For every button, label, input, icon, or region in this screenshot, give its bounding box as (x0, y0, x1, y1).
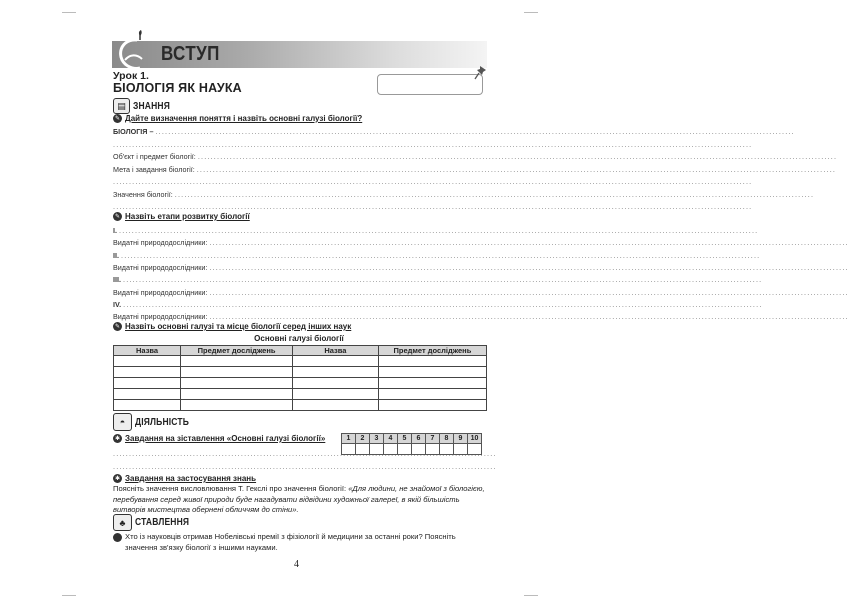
task-title: Завдання на застосування знань (125, 474, 257, 483)
table-cell[interactable] (181, 356, 293, 367)
table-cell[interactable] (114, 367, 181, 378)
pencil-icon: ✎ (114, 324, 121, 330)
answer-number: 1 (342, 434, 356, 444)
line-label: Значення біології: (113, 189, 173, 199)
table-row (114, 378, 487, 389)
answer-line[interactable] (113, 202, 753, 211)
answer-line[interactable] (113, 139, 753, 149)
apple-logo-icon (115, 30, 157, 72)
line-label: II. (113, 250, 119, 260)
table-cell[interactable] (114, 389, 181, 400)
dotted-fill: ........................................................................................................................................................................................................ (123, 275, 763, 285)
task-title: Завдання на зіставлення «Основні галузі біології» (125, 434, 326, 443)
answer-line[interactable] (113, 462, 497, 471)
gauge-icon: ◓ (113, 413, 132, 431)
table-cell[interactable] (378, 378, 486, 389)
task-application (113, 474, 256, 483)
dotted-fill: ........................................................................................................................ (113, 449, 497, 458)
dotted-fill: ........................................................................................................................................................................................................ (155, 127, 795, 136)
application-text (113, 484, 488, 516)
gear-icon: ✱ (114, 436, 121, 442)
column-header: Назва (114, 346, 181, 356)
crop-mark (62, 595, 76, 596)
answer-number: 10 (468, 434, 482, 444)
section-title: ЗНАННЯ (133, 100, 171, 112)
table-cell[interactable] (114, 378, 181, 389)
table-cell[interactable] (293, 367, 379, 378)
answer-number: 5 (398, 434, 412, 444)
branches-table (113, 345, 487, 411)
answer-number: 4 (384, 434, 398, 444)
dotted-fill: ........................................................................................................................................................................................................ (209, 287, 849, 297)
line-label: БІОЛОГІЯ – (113, 127, 154, 136)
table-cell[interactable] (114, 356, 181, 367)
dotted-fill: ........................................................................................................................ (113, 462, 497, 471)
table-cell[interactable] (293, 400, 379, 411)
page-number: 4 (294, 559, 299, 570)
table-cell[interactable] (181, 367, 293, 378)
pushpin-icon (474, 64, 488, 80)
line-label: Мета і завдання біології: (113, 164, 195, 174)
table-caption: Основні галузі біології (254, 334, 344, 343)
pencil-icon: ✎ (114, 214, 121, 220)
application-prompt: Поясніть значення висловлювання Т. Гекслі про значення біології: (113, 484, 349, 493)
lesson-label: Урок 1. (113, 70, 149, 82)
book-icon: ▤ (113, 98, 130, 114)
huxley-quote: «Для людини, не знайомої з біологією, перебування серед живої природи буде нагадувати відвідини художньої галереї, в якій більшість витворів мистецтва обернені обличчям до стіни». (113, 484, 485, 514)
table-cell[interactable] (293, 389, 379, 400)
line-label: Об'єкт і предмет біології: (113, 152, 196, 161)
table-row (114, 356, 487, 367)
answer-line[interactable] (113, 189, 815, 199)
answer-number: 7 (426, 434, 440, 444)
line-label: I. (113, 226, 117, 235)
answer-number: 6 (412, 434, 426, 444)
plant-icon: ♣ (113, 514, 132, 531)
crop-mark (524, 595, 538, 596)
table-cell[interactable] (114, 400, 181, 411)
task-definition (113, 114, 362, 123)
table-cell[interactable] (378, 389, 486, 400)
dotted-fill: ........................................................................................................................................................................................................ (197, 152, 838, 161)
dotted-fill: ........................................................................................................................................................................................................ (113, 139, 753, 149)
column-header: Предмет досліджень (181, 346, 293, 356)
answer-line[interactable] (113, 177, 753, 186)
line-label: Видатні природодослідники: (113, 238, 208, 248)
gear-icon: ✱ (114, 476, 121, 482)
table-cell[interactable] (378, 400, 486, 411)
dotted-fill: ........................................................................................................................................................................................................ (113, 177, 753, 186)
answer-line[interactable] (113, 127, 795, 136)
answer-line[interactable] (113, 312, 849, 322)
dotted-fill: ........................................................................................................................................................................................................ (209, 238, 849, 248)
section-attitude (113, 514, 199, 531)
section-activity (113, 413, 199, 431)
table-cell[interactable] (181, 389, 293, 400)
dotted-fill: ........................................................................................................................................................................................................ (119, 226, 759, 235)
answer-line[interactable] (113, 275, 763, 285)
table-cell[interactable] (378, 356, 486, 367)
task-branches (113, 322, 351, 331)
dotted-fill: ........................................................................................................................................................................................................ (113, 202, 753, 211)
answer-line[interactable] (113, 287, 849, 297)
dotted-fill: ........................................................................................................................................................................................................ (209, 262, 849, 272)
pencil-icon: ✎ (114, 116, 121, 122)
answer-line[interactable] (113, 299, 763, 309)
dotted-fill: ........................................................................................................................................................................................................ (196, 164, 837, 174)
answer-line[interactable] (113, 152, 838, 161)
column-header: Назва (293, 346, 379, 356)
answer-number: 8 (440, 434, 454, 444)
table-cell[interactable] (293, 378, 379, 389)
lesson-title: БІОЛОГІЯ ЯК НАУКА (113, 81, 242, 95)
crop-mark (524, 12, 538, 13)
line-label: Видатні природодослідники: (113, 287, 208, 297)
task-matching (113, 434, 325, 443)
answer-number: 3 (370, 434, 384, 444)
task-stages (113, 212, 250, 221)
table-cell[interactable] (293, 356, 379, 367)
task-title: Дайте визначення поняття і назвіть основні галузі біології? (125, 114, 363, 123)
section-title: СТАВЛЕННЯ (135, 517, 190, 528)
answer-line[interactable] (113, 238, 849, 248)
line-label: Видатні природодослідники: (113, 262, 208, 272)
chapter-title: ВСТУП (161, 43, 220, 65)
table-row (114, 400, 487, 411)
grade-box[interactable] (377, 74, 483, 95)
task-title: Назвіть етапи розвитку біології (125, 212, 250, 221)
table-cell[interactable] (378, 367, 486, 378)
answer-line[interactable] (113, 164, 837, 174)
answer-number: 2 (356, 434, 370, 444)
section-knowledge (113, 98, 177, 114)
line-label: IV. (113, 299, 122, 309)
answer-line[interactable] (113, 449, 497, 458)
task-title: Назвіть основні галузі та місце біології серед інших наук (125, 322, 352, 331)
crop-mark (62, 12, 76, 13)
answer-line[interactable] (113, 262, 849, 272)
dotted-fill: ........................................................................................................................................................................................................ (209, 312, 849, 322)
line-label: III. (113, 275, 121, 285)
column-header: Предмет досліджень (378, 346, 486, 356)
dotted-fill: ........................................................................................................................................................................................................ (174, 189, 815, 199)
answer-line[interactable] (113, 250, 761, 260)
question-text: Хто із науковців отримав Нобелівські премії з фізіології й медицини за останні роки? Поясніть значення зв'язку біології з іншими науками. (125, 532, 456, 552)
line-label: Видатні природодослідники: (113, 312, 208, 322)
attitude-question (113, 532, 488, 553)
answer-line[interactable] (113, 226, 759, 235)
table-cell[interactable] (181, 400, 293, 411)
dotted-fill: ........................................................................................................................................................................................................ (121, 250, 761, 260)
table-row (114, 389, 487, 400)
dotted-fill: ........................................................................................................................................................................................................ (123, 299, 763, 309)
section-title: ДІЯЛЬНІСТЬ (135, 416, 190, 428)
table-row (114, 367, 487, 378)
table-cell[interactable] (181, 378, 293, 389)
clock-icon (113, 533, 122, 542)
answer-number: 9 (454, 434, 468, 444)
